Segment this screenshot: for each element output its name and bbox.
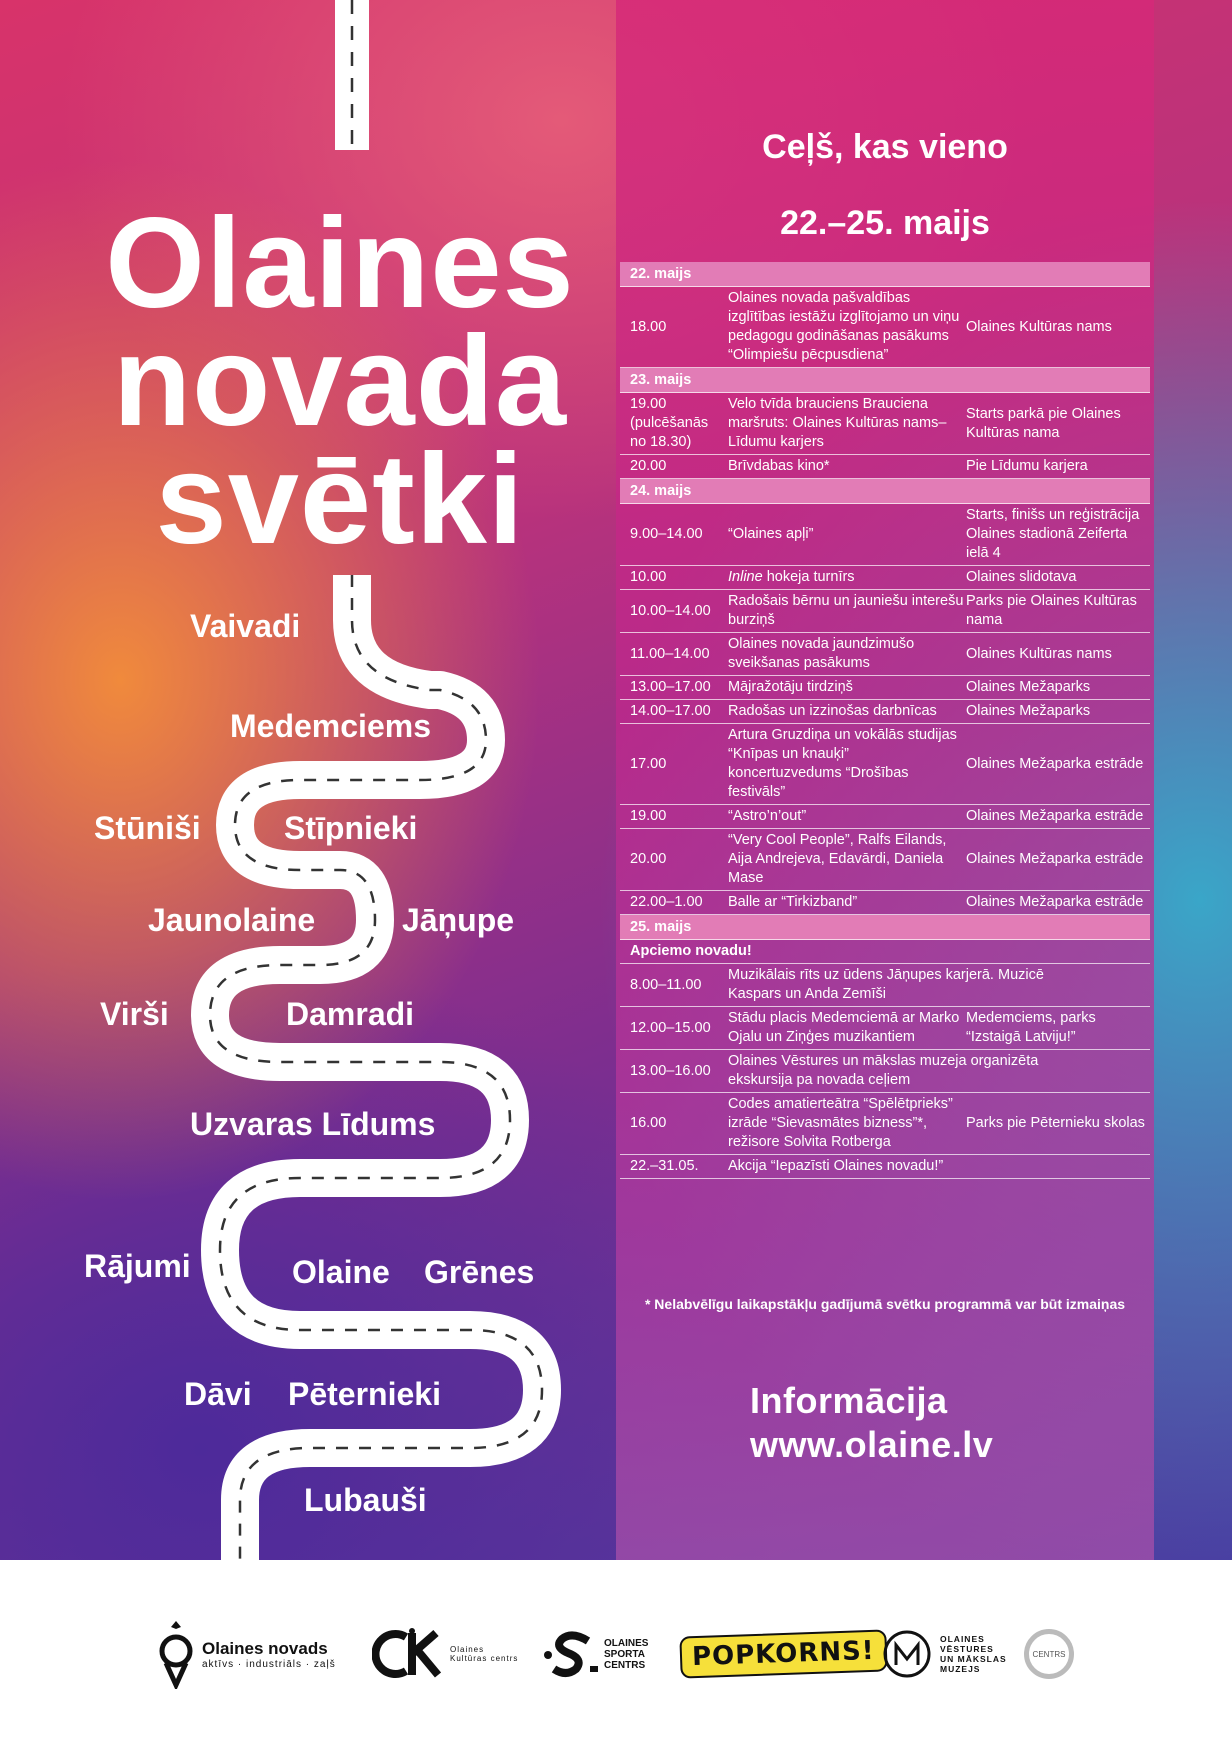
- day-header: 25. maijs: [620, 915, 1150, 940]
- schedule-table: [620, 262, 1150, 1179]
- sporta-centrs-logo: [542, 1560, 648, 1748]
- schedule-row: [620, 964, 1150, 1007]
- event-title-rest: hokeja turnīrs: [762, 569, 855, 585]
- event-place: Starts, finišs un reģistrācija Olaines stadionā Zeiferta ielā 4: [966, 507, 1140, 561]
- event-title: “Olaines apļi”: [728, 526, 814, 542]
- sports-line: CENTRS: [604, 1659, 646, 1671]
- place-label: Rājumi: [84, 1248, 191, 1284]
- event-place: Parks pie Olaines Kultūras nama: [966, 593, 1137, 628]
- event-title: Velo tvīda brauciens Brauciena maršruts: Olaines Kultūras nams–Līdumu karjers: [728, 396, 947, 450]
- schedule-row: [620, 590, 1150, 633]
- novads-tagline: aktīvs · industriāls · zaļš: [202, 1658, 336, 1670]
- event-time: 8.00–11.00: [630, 976, 702, 993]
- place-label: Stūniši: [94, 810, 201, 846]
- schedule-row: [620, 566, 1150, 590]
- s-monogram-icon: [542, 1629, 600, 1679]
- event-time: 19.00 (pulcēšanās no 18.30): [630, 396, 709, 450]
- schedule-row: [620, 393, 1150, 455]
- place-label: Lubauši: [304, 1482, 427, 1518]
- olaines-novads-logo: [158, 1560, 336, 1748]
- location-pin-icon: [158, 1619, 194, 1689]
- museum-line: UN MĀKSLAS: [940, 1654, 1007, 1664]
- panel-subtitle: Ceļš, kas vieno: [762, 128, 1008, 166]
- schedule-row: [620, 1155, 1150, 1179]
- event-place: Olaines Kultūras nams: [966, 318, 1112, 335]
- ck-monogram-icon: [372, 1627, 444, 1681]
- schedule-row: [620, 724, 1150, 805]
- day-header: 23. maijs: [620, 368, 1150, 393]
- schedule-row: [620, 829, 1150, 891]
- event-place: Olaines Mežaparks: [966, 703, 1091, 719]
- event-title: Olaines Vēstures un mākslas muzeja organizēta ekskursija pa novada ceļiem: [728, 1053, 1039, 1088]
- event-place: Medemciems, parks “Izstaigā Latviju!”: [966, 1010, 1096, 1045]
- popkorns-logo: [680, 1560, 887, 1748]
- novads-name: Olaines novads: [202, 1638, 328, 1658]
- kc-text: Olaines Kultūras centrs: [450, 1645, 519, 1663]
- place-label: Pēternieki: [288, 1376, 441, 1412]
- event-time: 20.00: [630, 851, 667, 867]
- info-url[interactable]: www.olaine.lv: [750, 1424, 994, 1465]
- event-title: Codes amatierteātra “Spēlētprieks” izrāde “Sievasmātes bizness”*, režisore Solvita Rotberga: [728, 1096, 953, 1150]
- event-time: 20.00: [630, 458, 667, 474]
- sports-line: OLAINES: [604, 1637, 649, 1649]
- schedule-row: [620, 805, 1150, 829]
- event-time: 22.–31.05.: [630, 1158, 699, 1174]
- event-title: Radošas un izzinošas darbnīcas: [728, 703, 937, 719]
- event-title: Artura Gruzdiņa un vokālās studijas “Knīpas un knauķi” koncertuzvedums “Drošības festivāls”: [728, 727, 957, 800]
- place-label: Dāvi: [184, 1376, 252, 1412]
- event-title: Mājražotāju tirdziņš: [728, 679, 853, 695]
- title-line-1: Olaines: [105, 192, 575, 335]
- event-place: Parks pie Pēternieku skolas: [966, 1115, 1145, 1131]
- event-time: 17.00: [630, 755, 667, 772]
- event-time: 19.00: [630, 808, 667, 824]
- schedule-row: [620, 1050, 1150, 1093]
- place-label: Stīpnieki: [284, 810, 418, 846]
- event-time: 16.00: [630, 1115, 667, 1131]
- event-title: Olaines novada jaundzimušo sveikšanas pasākums: [728, 636, 915, 671]
- event-place: Olaines Mežaparka estrāde: [966, 851, 1144, 867]
- schedule-row: [620, 287, 1150, 368]
- footnote: * Nelabvēlīgu laikapstākļu gadījumā svētku programmā var būt izmaiņas: [644, 1296, 1126, 1312]
- event-time: 13.00–16.00: [630, 1062, 711, 1079]
- place-label: Uzvaras Līdums: [190, 1106, 436, 1142]
- schedule-row: [620, 700, 1150, 724]
- event-title: Brīvdabas kino*: [728, 458, 830, 474]
- event-title: “Astro’n’out”: [728, 808, 807, 824]
- event-title: Akcija “Iepazīsti Olaines novadu!”: [728, 1158, 944, 1174]
- schedule-row: [620, 455, 1150, 479]
- event-time: 18.00: [630, 318, 667, 335]
- schedule-row: [620, 633, 1150, 676]
- event-time: 10.00: [630, 569, 667, 585]
- event-time: 9.00–14.00: [630, 526, 703, 542]
- event-title-emphasis: Inline: [728, 569, 763, 585]
- event-place: Olaines Mežaparka estrāde: [966, 894, 1144, 910]
- partner-logos-bar: [0, 1560, 1232, 1748]
- event-time: 12.00–15.00: [630, 1019, 711, 1036]
- sports-line: SPORTA: [604, 1648, 645, 1660]
- schedule-row: [620, 1093, 1150, 1155]
- place-label: Olaine: [292, 1254, 390, 1290]
- event-title: Radošais bērnu un jauniešu interešu burziņš: [728, 593, 964, 628]
- place-label: Damradi: [286, 996, 415, 1032]
- place-label: Grēnes: [424, 1254, 535, 1290]
- event-place: Olaines Mežaparks: [966, 679, 1091, 695]
- day-header: 22. maijs: [620, 262, 1150, 287]
- event-place: Starts parkā pie Olaines Kultūras nama: [966, 405, 1121, 441]
- museum-logo: [882, 1560, 1007, 1748]
- event-time: 22.00–1.00: [630, 894, 703, 910]
- museum-m-icon: [882, 1629, 932, 1679]
- title-line-3: svētki: [155, 428, 525, 571]
- museum-line: VĒSTURES: [940, 1644, 994, 1654]
- day-note: Apciemo novadu!: [620, 940, 1150, 964]
- event-place: Pie Līdumu karjera: [966, 458, 1088, 474]
- event-place: Olaines slidotava: [966, 569, 1077, 585]
- schedule-row: [620, 676, 1150, 700]
- place-label: Virši: [100, 996, 169, 1032]
- info-label: Informācija: [750, 1380, 948, 1421]
- place-label: Jaunolaine: [148, 902, 316, 938]
- event-time: 14.00–17.00: [630, 703, 711, 719]
- day-header: 24. maijs: [620, 479, 1150, 504]
- event-title: Stādu placis Medemciemā ar Marko Ojalu un Ziņģes muzikantiem: [728, 1010, 960, 1045]
- schedule-row: [620, 504, 1150, 566]
- centrs-logo: [1024, 1560, 1074, 1748]
- event-title: Olaines novada pašvaldības izglītības iestāžu izglītojamo un viņu pedagogu godināšanas pasākums “Olimpiešu pēcpusdiena”: [728, 290, 960, 363]
- place-label: Medemciems: [230, 708, 431, 744]
- event-time: 11.00–14.00: [630, 645, 710, 662]
- panel-dates: 22.–25. maijs: [780, 204, 990, 242]
- place-label: Jāņupe: [402, 902, 515, 938]
- event-title: Balle ar “Tirkizband”: [728, 894, 858, 910]
- event-title: [728, 568, 964, 587]
- centrs-text: CENTRS: [1032, 1649, 1066, 1659]
- event-title: Muzikālais rīts uz ūdens Jāņupes karjerā. Muzicē Kaspars un Anda Zemīši: [728, 967, 1044, 1002]
- title-line-2: novada: [112, 310, 568, 453]
- event-place: Olaines Mežaparka estrāde: [966, 755, 1144, 772]
- museum-line: MUZEJS: [940, 1664, 981, 1674]
- event-title: “Very Cool People”, Ralfs Eilands, Aija Andrejeva, Edavārdi, Daniela Mase: [728, 832, 947, 886]
- event-time: 10.00–14.00: [630, 602, 711, 619]
- event-place: Olaines Kultūras nams: [966, 645, 1112, 662]
- schedule-row: [620, 1007, 1150, 1050]
- museum-line: OLAINES: [940, 1634, 985, 1644]
- kulturas-centrs-logo: [372, 1560, 522, 1748]
- popkorns-text: POPKORNS!: [679, 1629, 887, 1678]
- schedule-row: [620, 891, 1150, 915]
- place-label: Vaivadi: [190, 608, 301, 644]
- schedule-panel: [616, 0, 1154, 1560]
- event-place: Olaines Mežaparka estrāde: [966, 808, 1144, 824]
- event-time: 13.00–17.00: [630, 679, 711, 695]
